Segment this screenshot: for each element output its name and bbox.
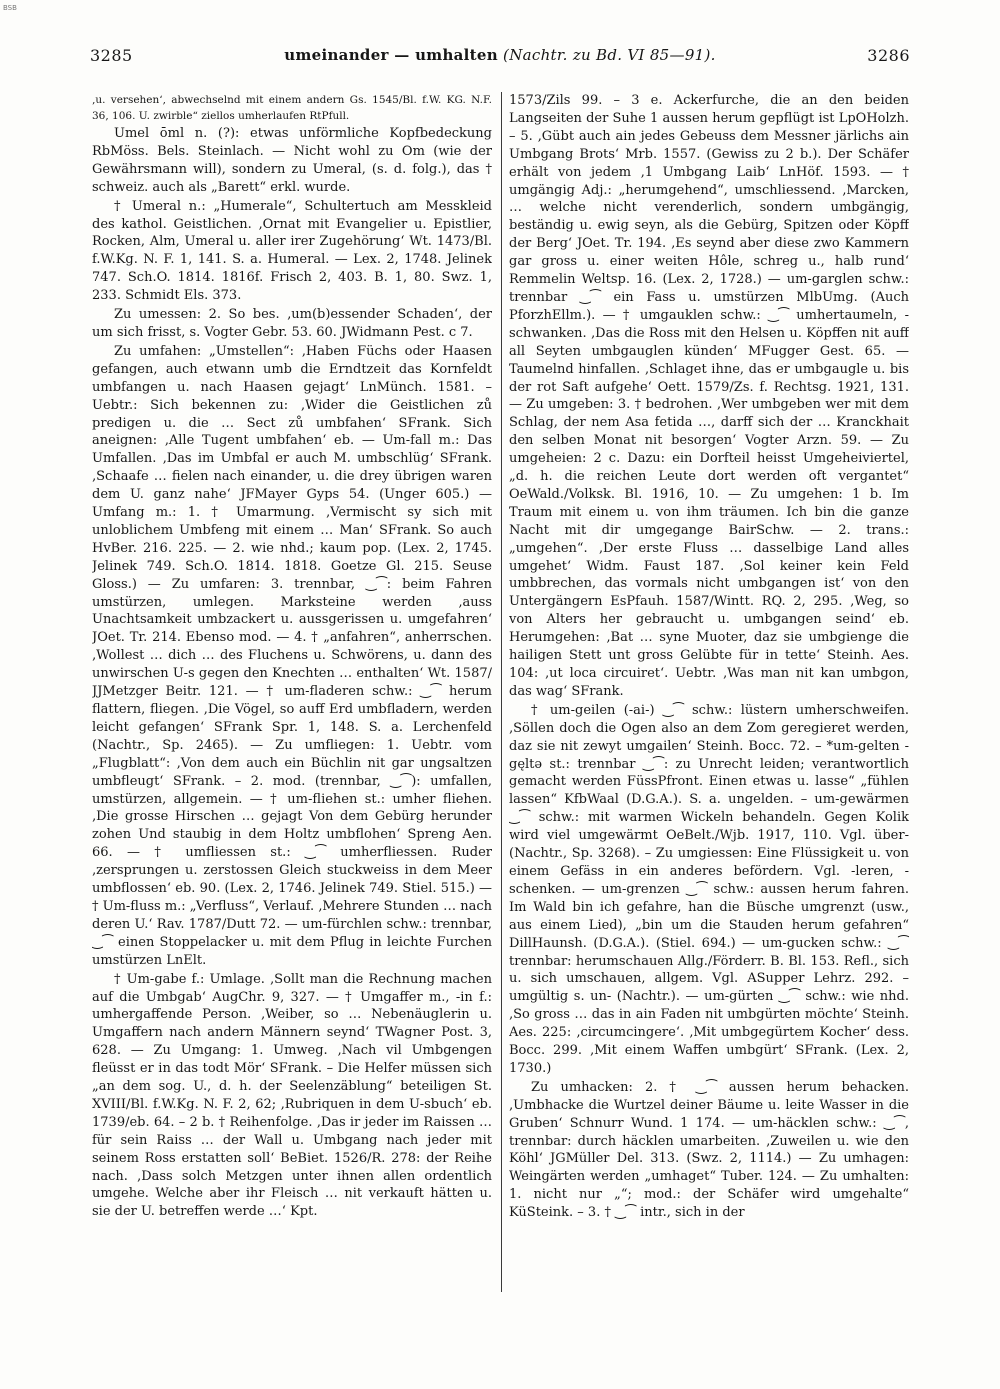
right-column [509, 92, 909, 1357]
library-stamp: BSB [3, 4, 17, 12]
dictionary-entry: † Umeral n.: „Humerale“, Schultertuch am Messkleid des kathol. Geistlichen. ‚Ornat mit Evangelier u. Epistlier, Rocken, Alm, Umeral u. aller irer Zugehörung‘ Wt. 1473/Bl. f.W.Kg. N. F. 1, 141. S. a. Humeral. — Lex. 2, 1748. Jelinek 747. Sch.O. 1814. 1816f. Frisch 2, 403. B. 1, 80. Swz. 1, 233. Schmidt Els. 373. [92, 198, 492, 304]
dictionary-entry: Zu umhacken: 2. † ‿⁀ aussen herum behacken. ‚Umbhacke die Wurtzel deiner Bäume u. leite Wasser in die Gruben‘ Schnurr Wund. 1 174. — um-häcklen schw.: ‿⁀, trennbar: durch häcklen umarbeiten. ‚Zuweilen u. wie den Köhl‘ JGMüller Del. 313. (Swz. 2, 1114.) — Zu umhagen: Weingärten werden „umhaget“ Tuber. 124. — Zu umhalten: 1. nicht nur „“; mod.: der Schäfer wird umgehalte“ KüSteink. – 3. † ‿⁀ intr., sich in der [509, 1079, 909, 1221]
left-column [92, 92, 492, 1357]
dictionary-entry: ‚u. versehen‘, abwechselnd mit einem andern Gs. 1545/Bl. f.W. KG. N.F. 36, 106. U. zwirble“ ziellos umherlaufen RtPfull. [92, 94, 492, 122]
column-divider [501, 92, 502, 1292]
page-number-right: 3286 [867, 46, 910, 65]
page-number-left: 3285 [90, 46, 133, 65]
running-title-headword: umeinander — umhalten [284, 46, 498, 64]
dictionary-entry: Zu umessen: 2. So bes. ‚um(b)essender Schaden‘, der um sich frisst, s. Vogter Gebr. 53. 60. JWidmann Pest. c 7. [92, 307, 492, 340]
dictionary-entry: † Um-gabe f.: Umlage. ‚Sollt man die Rechnung machen auf die Umbgab‘ AugChr. 9, 327. — † Umgaffer m., -in f.: umhergaffende Person. ‚Weiber, so … Nebenäuglerin u. Umgaffern nach andern Männern seynd‘ TWagner Post. 3, 628. — Zu Umgang: 1. Umweg. ‚Nach vil Umbgengen fleüsst er in das todt Mör‘ SFrank. – Die Helfer müssen sich „an dem sog. U., d. h. der Seelenzäblung“ beteiligen St. XVIII/Bl. f.W.Kg. N. F. 2, 62; ‚Rubriquen in dem U-sbuch‘ eb. 1739/eb. 64. – 2 b. † Reihenfolge. ‚Das ir jeder im Raissen … für sein Raiss … der Wall u. Umbgang nach jeder mit seinem Ross erstatten soll‘ BeBiet. 1526/R. 278: der Reihe nach. ‚Dass solch Metzgen unter ihnen allen ordentlich umgehe. Welche aber ihr Fleisch … nit verkauft hätten u. sie der U. betreffen werde …‘ Kpt. [92, 971, 492, 1220]
dictionary-entry: † um-geilen (-ai-) ‿⁀ schw.: lüstern umherschweifen. ‚Söllen doch die Ogen also an dem Zom geregieret werden, daz sie nit zewyt umgailen‘ Steinh. Bocc. 72. – *um-gelten -gęltə st.: trennbar ‿⁀: zu Unrecht leiden; verantwortlich gemacht werden FüssPfront. Einen etwas u. lasse“ „fühlen lassen“ KfbWaal (D.G.A.). S. a. ungelden. – um-gewärmen ‿⁀ schw.: mit warmen Wickeln behandeln. Gegen Kolik wird viel umgewärmt OeBelt./Wjb. 1917, 110. Vgl. über- (Nachtr., Sp. 3268). – Zu umgiessen: Eine Flüssigkeit u. von einem Gefäss in ein anderes befördern. Vgl. -leren, -schenken. — um-grenzen ‿⁀ schw.: aussen herum fahren. Im Wald bin ich gefahre, han die Büsche umgrenzt (usw., aus einem Lied), „bin um die Stauden herum gefahren“ DillHaunsh. (D.G.A.). (Stiel. 694.) — um-gucken schw.: ‿⁀ trennbar: herumschauen Allg./Förderr. B. Bl. 153. Refl., sich u. sich umschauen, allgem. Vgl. ASupper Lehrz. 292. – umgültig s. un- (Nachtr.). — um-gürten ‿⁀ schw.: wie nhd. ‚So gross … das in ain Faden nit umbgürten möchte‘ Steinh. Aes. 225: ‚circumcingere‘. ‚Mit umbgegürtem Kocher‘ dess. Bocc. 299. ‚Mit einem Waffen umbgürt‘ SFrank. (Lex. 2, 1730.) [509, 702, 909, 1076]
dictionary-entry: Zu umfahen: „Umstellen“: ‚Haben Füchs oder Haasen gefangen, auch etwann umb die Erndtzeit das Kornfeldt umbfangen u. nach Haasen gejagt‘ LnMünch. 1581. – Uebtr.: Sich bekennen zu: ‚Wider die Geistlichen zů predigen u. die … Sect zů umbfahen‘ SFrank. Sich aneignen: ‚Alle Tugent umbfahen‘ eb. — Um-fall m.: Das Umfallen. ‚Das im Umbfal er auch M. umbschlüg‘ SFrank. ‚Schaafe … fielen nach einander, u. die drey übrigen waren dem U. ganz nahe‘ JFMayer Gyps 54. (Unger 605.) — Umfang m.: 1. † Umarmung. ‚Vermischt sy sich mit unloblichem Umbfeng mit einem … Man‘ SFrank. So auch HvBer. 216. 225. — 2. wie nhd.; kaum pop. (Lex. 2, 1745. Jelinek 749. Sch.O. 1814. 1818. Goetze Gl. 215. Seuse Gloss.) — Zu umfaren: 3. trennbar, ‿⁀: beim Fahren umstürzen, umlegen. Marksteine werden ‚auss Unachtsamkeit umbzackert u. aussgerissen u. umgefahren‘ JOet. Tr. 214. Ebenso mod. — 4. † „anfahren“, anherrschen. ‚Wollest … dich … des Fluchens u. Schwörens, u. dann des unwirschen U-s gegen den Knechten … enthalten‘ Wt. 1587/ JJMetzger Beitr. 121. — † um-fladeren schw.: ‿⁀ herum flattern, fliegen. ‚Die Vögel, so auff Erd umbfladern, werden leicht gefangen‘ SFrank Spr. 1, 148. S. a. Lerchenfeld (Nachtr., Sp. 2465). — Zu umfliegen: 1. Uebtr. vom „Flugblatt“: ‚Von dem auch ein Büchlin nit gar ungsaltzen umbfleugt‘ SFrank. – 2. mod. (trennbar, ‿⁀): umfallen, umstürzen, allgemein. — † um-fliehen st.: umher fliehen. ‚Die grosse Hirschen … gejagt Von dem Gebürg herunder zohen Und staubig in dem Holtz umbflohen‘ Spreng Aen. 66. — † umfliessen st.: ‿⁀ umherfliessen. Ruder ‚zersprungen u. zerstossen Gleich stuckweiss in dem Meer umbflossen‘ eb. 90. (Lex. 2, 1746. Jelinek 749. Stiel. 515.) — † Um-fluss m.: „Verfluss“, Verlauf. ‚Mehrere Stunden … nach deren U.‘ Rav. 1787/Dutt 72. — um-fürchlen schw.: trennbar, ‿⁀ einen Stoppelacker u. mit dem Pflug in leichte Furchen umstürzen LnElt. [92, 343, 492, 968]
running-title [90, 46, 910, 64]
running-title-subtitle: (Nachtr. zu Bd. VI 85—91). [503, 46, 716, 64]
dictionary-entry: Umel ōml n. (?): etwas unförmliche Kopfbedeckung RbMöss. Bels. Steinlach. — Nicht wohl zu Om (wie der Gewährsmann will), sondern zu Umeral, (s. d. folg.), das † schweiz. auch als „Barett“ erkl. wurde. [92, 126, 492, 195]
page-header [90, 46, 910, 72]
dictionary-entry: 1573/Zils 99. – 3 e. Ackerfurche, die an den beiden Langseiten der Suhe 1 aussen herum gepflügt ist LpOHolzh. – 5. ‚Gübt auch ain jedes Gebeuss dem Messner järlichs ain Umbgang Brots‘ Mrb. 1557. (Gewiss zu 2 b.). Der Schäfer erhält von jedem ‚1 Umbgang Laib‘ LnHöf. 1593. — † umgängig Adj.: „herumgehend“, umschliessend. ‚Marcken, … welche nicht verenderlich, sondern umbgängig, beständig u. ewig seyn, als die Gebürg, Spitzen oder Köpff der Berg‘ JOet. Tr. 194. ‚Es seynd aber diese zwo Kammern gar gross u. einer weiten Hôle, schreg u., halb rund‘ Remmelin Weltsp. 16. (Lex. 2, 1728.) — um-garglen schw.: trennbar ‿⁀ ein Fass u. umstürzen MlbUmg. (Auch PforzhEllm.). — † umgauklen schw.: ‿⁀ umhertaumeln, -schwanken. ‚Das die Ross mit den Helsen u. Köpffen nit auff all Seyten umbgauglen künden‘ MFugger Gest. 65. — Taumelnd hinfallen. ‚Schlaget ihne, das er umbgaugle u. bis der rot Saft aufgehe‘ Oett. 1579/Zs. f. Rechtsg. 1921, 131. — Zu umgeben: 3. † bedrohen. ‚Wer umbgeben wer mit dem Schlag, der nem Asa fetida …, darff sich der … Kranckhait den selben Monat nit besorgen‘ Vogter Arzn. 59. — Zu umgeheien: 2 c. Dazu: ein Dorfteil heisst Umgeheiviertel, „d. h. die reichen Leute dort werden oft vergantet“ OeWald./Volksk. Bl. 1916, 10. — Zu umgehen: 1 b. Im Traum mit einem u. von ihm träumen. Ich bin die ganze Nacht mit dir umgegange BairSchw. — 2. trans.: „umgehen“. ‚Der erste Fluss … dasselbige Land alles umgehet‘ Widm. Faust 187. ‚Sol keiner kein Feld umbbrechen, das vormals nicht umbgangen ist‘ von den Untergängern EsPfauh. 1587/Wintt. RQ. 2, 295. ‚Weg, so von Alters her gebraucht u. umbgangen seind‘ eb. Herumgehen: ‚Bat … syne Muoter, daz sie umbgienge die hailigen Stett unt gross Gelübte für in tette‘ Steinh. Aes. 104: ‚ut loca circuiret‘. Uebtr. ‚Was man nit kan umbgon, das wag‘ SFrank. [509, 93, 909, 699]
